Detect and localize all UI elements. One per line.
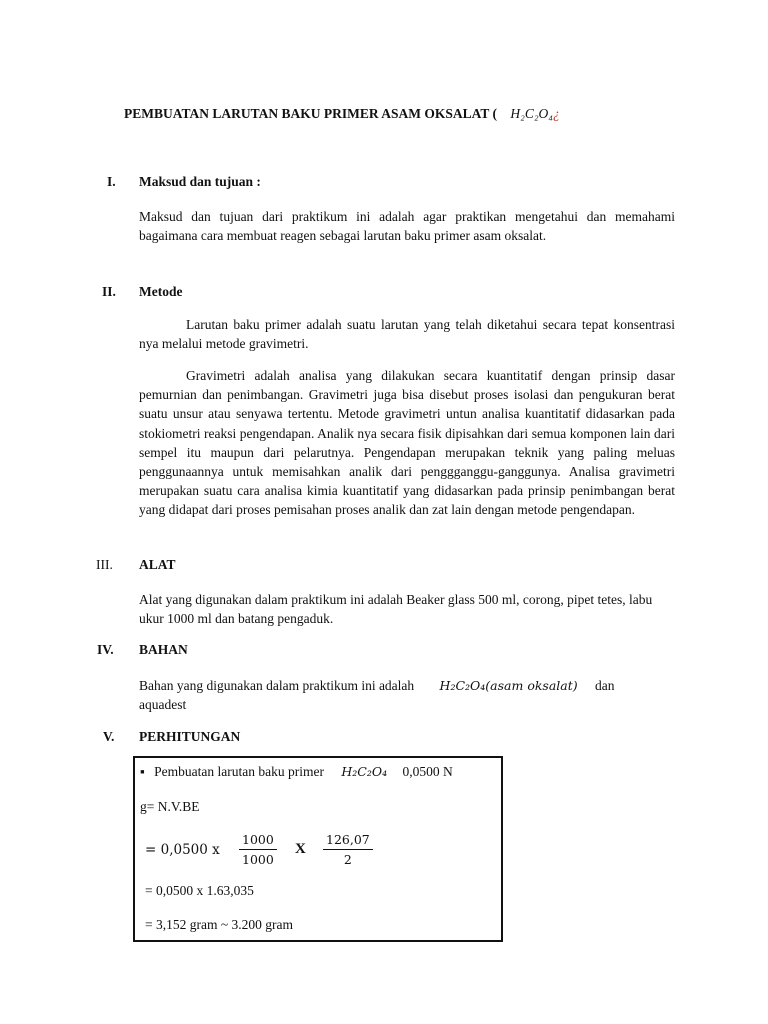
section-3-paragraph: Alat yang digunakan dalam praktikum ini adalah Beaker glass 500 ml, corong, pipet tetes, labu ukur 1000 ml dan batang pengaduk. — [139, 592, 653, 627]
title-formula: H₂C₂O₄ — [510, 106, 553, 121]
section-1-number: I. — [107, 174, 116, 189]
bullet-icon: ▪ — [140, 764, 145, 779]
calc-line-1 — [140, 764, 453, 780]
calc-line-2: g= N.V.BE — [140, 799, 200, 814]
times-sign: X — [295, 841, 306, 857]
fraction-2 — [323, 832, 373, 867]
fraction-1-numerator: 1000 — [239, 832, 277, 850]
calc-line-1-value: 0,0500 N — [402, 764, 453, 779]
section-2-heading: Metode — [139, 284, 183, 299]
fraction-2-numerator: 126,07 — [323, 832, 373, 850]
fraction-1 — [239, 832, 277, 867]
section-4-text-line2: aquadest — [139, 697, 187, 713]
section-4-number: IV. — [97, 642, 114, 657]
document-title — [124, 106, 560, 122]
title-artifact: ¿ — [553, 106, 560, 121]
section-2-paragraph-1: Larutan baku primer adalah suatu larutan yang telah diketahui secara tepat konsentrasi nya melalui metode gravimetri. — [139, 317, 675, 352]
section-3-heading: ALAT — [139, 557, 176, 572]
section-1-heading: Maksud dan tujuan : — [139, 174, 261, 189]
section-4-formula: H₂C₂O₄(asam oksalat) — [439, 678, 578, 693]
calc-line-3-prefix: = 0,0500 x — [145, 842, 220, 858]
calculation-box — [133, 756, 503, 942]
section-4-text-before: Bahan yang digunakan dalam praktikum ini adalah — [139, 678, 415, 693]
fraction-2-denominator: 2 — [343, 852, 352, 867]
fraction-1-denominator: 1000 — [242, 852, 274, 867]
calc-line-4: = 0,0500 x 1.63,035 — [145, 883, 254, 898]
calc-line-1-text: Pembuatan larutan baku primer — [154, 764, 324, 779]
section-1-paragraph: Maksud dan tujuan dari praktikum ini adalah agar praktikan mengetahui dan memahami bagaimana cara membuat reagen sebagai larutan baku primer asam oksalat. — [139, 209, 675, 244]
section-2-paragraph-2: Gravimetri adalah analisa yang dilakukan secara kuantitatif dengan prinsip dasar pemurnian dan penimbangan. Gravimetri juga bisa disebut proses isolasi dan pengukuran berat suatu unsur atau senyawa tertentu. Metode gravimetri untun analisa kuantitatif didasarkan pada stokiometri reaksi pengendapan. Analik nya secara fisik dipisahkan dari semua komponen lain dari sempel itu maupun dari pelarutnya. Pengendapan merupakan teknik yang paling meluas penggunaannya untuk memisahkan analik dari penggganggu-ganggunya. Analisa gravimetri merupakan suatu cara analisa kimia kuantitatif yang didasarkan pada prinsip penimbangan berat yang didapat dari proses pemisahan proses analik dan zat lain dengan metode pengendapan. — [139, 368, 675, 518]
section-4-paragraph — [139, 676, 675, 714]
section-4-text-after: dan — [595, 678, 615, 693]
section-4-heading: BAHAN — [139, 642, 188, 657]
section-3-number: III. — [96, 557, 113, 572]
section-5-number: V. — [103, 729, 115, 744]
calc-line-5: = 3,152 gram ~ 3.200 gram — [145, 917, 294, 932]
section-2-number: II. — [102, 284, 116, 299]
title-text: PEMBUATAN LARUTAN BAKU PRIMER ASAM OKSALAT ( — [124, 106, 498, 121]
calc-line-1-formula: H₂C₂O₄ — [341, 764, 388, 779]
section-5-heading: PERHITUNGAN — [139, 729, 241, 744]
